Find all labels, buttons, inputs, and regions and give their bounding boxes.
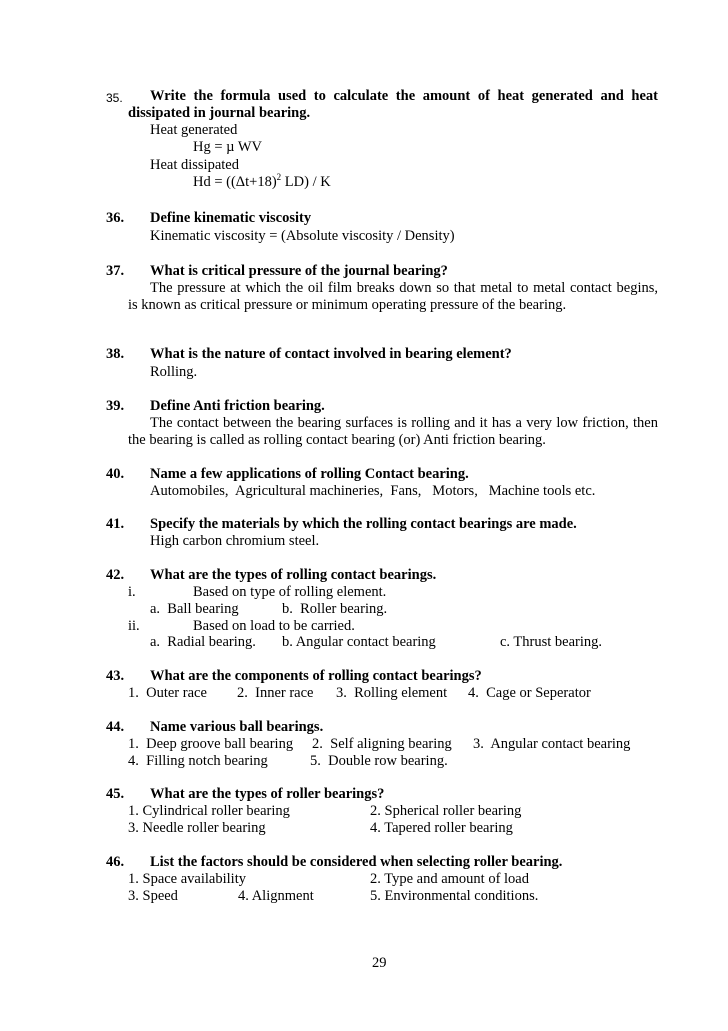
list-item: 1. Space availability	[128, 871, 246, 887]
answer-text: Kinematic viscosity = (Absolute viscosity / Density)	[150, 228, 455, 244]
question-number: 41.	[106, 516, 125, 532]
question-number: 42.	[106, 567, 125, 583]
question-text: dissipated in journal bearing.	[128, 105, 311, 121]
answer-label: Heat dissipated	[150, 157, 239, 173]
question-text: Define kinematic viscosity	[150, 210, 312, 226]
list-item: 3. Speed	[128, 888, 178, 904]
question-number: 40.	[106, 466, 125, 482]
roman-numeral: i.	[128, 584, 136, 600]
list-item: 2. Spherical roller bearing	[370, 803, 522, 819]
list-item: 5. Environmental conditions.	[370, 888, 539, 904]
answer-text: Rolling.	[150, 364, 198, 380]
question-number: 37.	[106, 263, 125, 279]
list-item: 3. Angular contact bearing	[473, 736, 631, 752]
question-text: What are the types of roller bearings?	[150, 786, 385, 802]
question-text: Define Anti friction bearing.	[150, 398, 325, 414]
sub-heading: Based on load to be carried.	[193, 618, 355, 634]
list-item: 3. Rolling element	[336, 685, 448, 701]
question-text: Name a few applications of rolling Contact bearing.	[150, 466, 469, 482]
question-text: What are the types of rolling contact bearings.	[150, 567, 437, 583]
question-text: Name various ball bearings.	[150, 719, 324, 735]
answer-text: Automobiles, Agricultural machineries, Fans, Motors, Machine tools etc.	[150, 483, 596, 499]
list-item: a. Radial bearing.	[150, 634, 256, 650]
question-text: What are the components of rolling contact bearings?	[150, 668, 482, 684]
list-item: 5. Double row bearing.	[310, 753, 448, 769]
question-text: List the factors should be considered when selecting roller bearing.	[150, 854, 563, 870]
answer-text: the bearing is called as rolling contact bearing (or) Anti friction bearing.	[128, 432, 546, 448]
page-number: 29	[372, 955, 387, 971]
question-number: 39.	[106, 398, 125, 414]
list-item: 2. Type and amount of load	[370, 871, 529, 887]
list-item: 4. Alignment	[238, 888, 314, 904]
question-number: 36.	[106, 210, 125, 226]
question-text: Write the formula used to calculate the amount of heat generated and heat	[150, 88, 658, 104]
list-item: 4. Cage or Seperator	[468, 685, 591, 701]
list-item: b. Angular contact bearing	[282, 634, 436, 650]
formula-part: LD) / K	[281, 174, 331, 190]
list-item: 1. Cylindrical roller bearing	[128, 803, 290, 819]
question-number: 43.	[106, 668, 125, 684]
list-item: 4. Tapered roller bearing	[370, 820, 513, 836]
list-item: 3. Needle roller bearing	[128, 820, 266, 836]
formula: Hg = µ WV	[193, 139, 263, 155]
answer-text: High carbon chromium steel.	[150, 533, 320, 549]
answer-text: The pressure at which the oil film breaks down so that metal to metal contact begins,	[150, 280, 658, 296]
answer-text: The contact between the bearing surfaces is rolling and it has a very low friction, then	[150, 415, 658, 431]
list-item: c. Thrust bearing.	[500, 634, 603, 650]
question-number: 45.	[106, 786, 125, 802]
list-item: 2. Inner race	[237, 685, 314, 701]
list-item: 1. Outer race	[128, 685, 207, 701]
question-number: 44.	[106, 719, 125, 735]
formula-part: Hd = ((Δt+18)	[193, 174, 277, 190]
roman-numeral: ii.	[128, 618, 140, 634]
list-item: 1. Deep groove ball bearing	[128, 736, 294, 752]
question-text: What is critical pressure of the journal bearing?	[150, 263, 448, 279]
question-text: Specify the materials by which the rolling contact bearings are made.	[150, 516, 577, 532]
formula-superscript: 2	[276, 172, 282, 183]
answer-text: is known as critical pressure or minimum operating pressure of the bearing.	[128, 297, 567, 313]
list-item: b. Roller bearing.	[282, 601, 388, 617]
list-item: 2. Self aligning bearing	[312, 736, 452, 752]
question-number: 35.	[106, 91, 123, 105]
question-text: What is the nature of contact involved in bearing element?	[150, 346, 512, 362]
list-item: a. Ball bearing	[150, 601, 239, 617]
question-number: 38.	[106, 346, 125, 362]
answer-label: Heat generated	[150, 122, 238, 138]
question-number: 46.	[106, 854, 125, 870]
formula	[193, 174, 331, 191]
list-item: 4. Filling notch bearing	[128, 753, 268, 769]
sub-heading: Based on type of rolling element.	[193, 584, 387, 600]
